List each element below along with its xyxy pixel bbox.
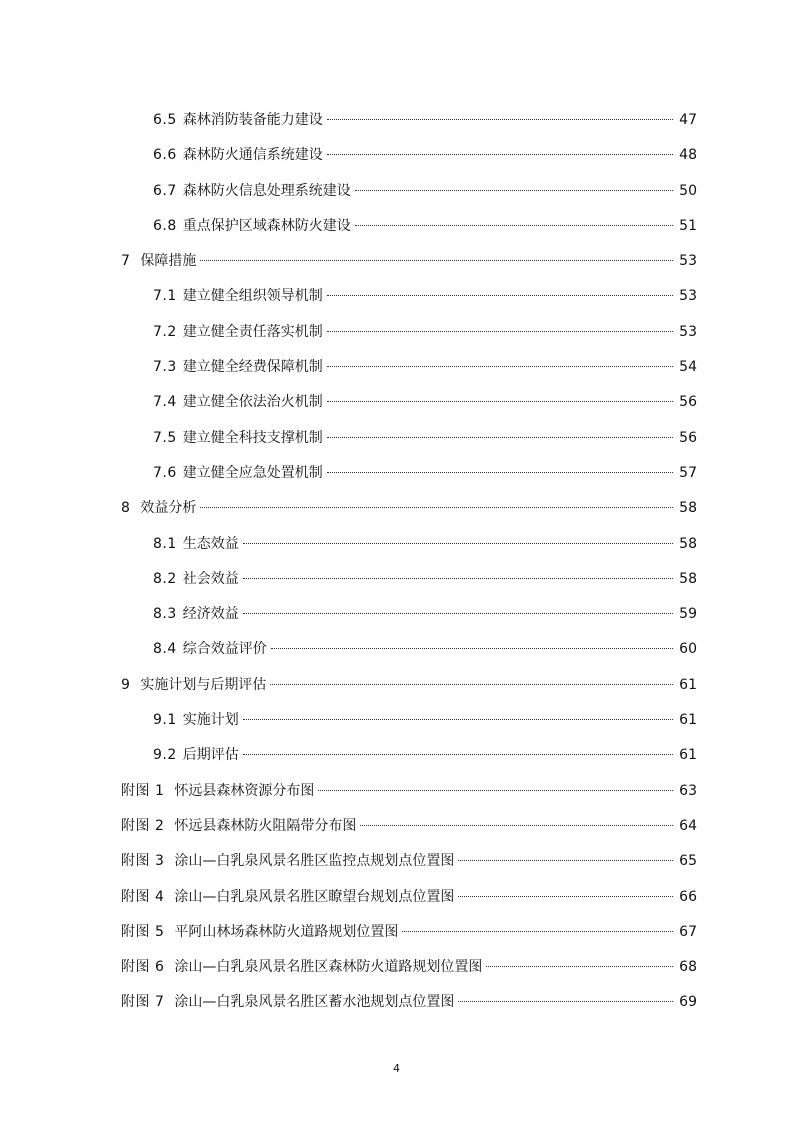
toc-entry-page: 67 bbox=[679, 923, 697, 940]
toc-entry-title: 经济效益 bbox=[182, 606, 239, 623]
toc-entry-title: 效益分析 bbox=[140, 500, 197, 517]
toc-entry-number: 附图 3 bbox=[121, 853, 165, 870]
toc-dot-leader bbox=[243, 719, 673, 720]
toc-entry-number: 9.2 bbox=[153, 747, 177, 764]
toc-entry-page: 63 bbox=[679, 782, 697, 799]
toc-entry-page: 51 bbox=[679, 217, 697, 234]
toc-entry[interactable] bbox=[121, 562, 697, 597]
toc-dot-leader bbox=[243, 754, 673, 755]
toc-entry-title: 保障措施 bbox=[140, 253, 197, 270]
toc-dot-leader bbox=[327, 154, 673, 155]
toc-entry-number: 9 bbox=[121, 676, 131, 693]
toc-entry[interactable] bbox=[121, 668, 697, 703]
toc-entry-page: 61 bbox=[679, 747, 697, 764]
toc-entry-page: 58 bbox=[679, 570, 697, 587]
toc-entry[interactable] bbox=[121, 985, 697, 1020]
toc-entry-title: 平阿山林场森林防火道路规划位置图 bbox=[174, 923, 399, 940]
toc-entry-number: 7.3 bbox=[153, 359, 177, 376]
toc-entry-page: 48 bbox=[679, 147, 697, 164]
toc-entry-title: 综合效益评价 bbox=[182, 641, 267, 658]
toc-entry-number: 7.5 bbox=[153, 429, 177, 446]
toc-entry-title: 后期评估 bbox=[182, 747, 239, 764]
toc-entry-page: 56 bbox=[679, 394, 697, 411]
toc-entry[interactable] bbox=[121, 491, 697, 526]
toc-entry[interactable] bbox=[121, 774, 697, 809]
toc-entry-page: 54 bbox=[679, 359, 697, 376]
toc-dot-leader bbox=[327, 472, 673, 473]
toc-dot-leader bbox=[270, 684, 673, 685]
toc-dot-leader bbox=[327, 119, 673, 120]
toc-dot-leader bbox=[200, 260, 673, 261]
toc-entry-number: 7 bbox=[121, 253, 131, 270]
toc-entry-page: 47 bbox=[679, 112, 697, 128]
toc-entry-page: 68 bbox=[679, 959, 697, 976]
toc-entry-page: 60 bbox=[679, 641, 697, 658]
toc-dot-leader bbox=[318, 790, 673, 791]
toc-entry-number: 7.1 bbox=[153, 288, 177, 305]
toc-dot-leader bbox=[458, 896, 673, 897]
toc-dot-leader bbox=[327, 401, 673, 402]
toc-entry-title: 实施计划与后期评估 bbox=[140, 676, 267, 693]
toc-entry-title: 涂山—白乳泉风景名胜区瞭望台规划点位置图 bbox=[174, 888, 455, 905]
toc-entry-title: 涂山—白乳泉风景名胜区森林防火道路规划位置图 bbox=[174, 959, 483, 976]
toc-entry[interactable] bbox=[121, 138, 697, 173]
toc-dot-leader bbox=[327, 366, 673, 367]
toc-entry-number: 附图 4 bbox=[121, 888, 165, 905]
toc-dot-leader bbox=[486, 966, 673, 967]
toc-dot-leader bbox=[327, 295, 673, 296]
toc-entry-number: 附图 5 bbox=[121, 923, 165, 940]
toc-entry-title: 森林消防装备能力建设 bbox=[182, 112, 323, 128]
toc-entry-number: 8.2 bbox=[153, 570, 177, 587]
toc-entry-title: 怀远县森林防火阻隔带分布图 bbox=[174, 817, 357, 834]
toc-entry-page: 53 bbox=[679, 288, 697, 305]
toc-entry[interactable] bbox=[121, 350, 697, 385]
toc-entry-number: 7.6 bbox=[153, 464, 177, 481]
toc-entry-title: 建立健全责任落实机制 bbox=[182, 323, 323, 340]
toc-entry-number: 6.6 bbox=[153, 147, 177, 164]
toc-entry[interactable] bbox=[121, 915, 697, 950]
toc-entry[interactable] bbox=[121, 632, 697, 667]
toc-entry-title: 怀远县森林资源分布图 bbox=[174, 782, 315, 799]
toc-entry-title: 重点保护区域森林防火建设 bbox=[182, 217, 351, 234]
toc-dot-leader bbox=[327, 331, 673, 332]
toc-dot-leader bbox=[243, 543, 673, 544]
toc-entry-title: 建立健全科技支撑机制 bbox=[182, 429, 323, 446]
toc-dot-leader bbox=[402, 931, 673, 932]
toc-entry-page: 53 bbox=[679, 253, 697, 270]
toc-entry-title: 实施计划 bbox=[182, 712, 239, 729]
toc-entry-page: 61 bbox=[679, 712, 697, 729]
toc-dot-leader bbox=[360, 825, 673, 826]
toc-entry[interactable] bbox=[121, 315, 697, 350]
toc-entry-title: 涂山—白乳泉风景名胜区蓄水池规划点位置图 bbox=[174, 994, 455, 1011]
toc-dot-leader bbox=[243, 578, 673, 579]
toc-entry[interactable] bbox=[121, 174, 697, 209]
toc-entry-title: 生态效益 bbox=[182, 535, 239, 552]
toc-entry-title: 建立健全经费保障机制 bbox=[182, 359, 323, 376]
toc-entry-page: 57 bbox=[679, 464, 697, 481]
toc-entry[interactable] bbox=[121, 385, 697, 420]
toc-entry[interactable] bbox=[121, 279, 697, 314]
toc-dot-leader bbox=[327, 437, 673, 438]
toc-entry-number: 6.7 bbox=[153, 182, 177, 199]
toc-entry-number: 附图 7 bbox=[121, 994, 165, 1011]
toc-entry-page: 66 bbox=[679, 888, 697, 905]
toc-entry[interactable] bbox=[121, 844, 697, 879]
toc-entry[interactable] bbox=[121, 703, 697, 738]
toc-entry-page: 53 bbox=[679, 323, 697, 340]
toc-entry-title: 涂山—白乳泉风景名胜区监控点规划点位置图 bbox=[174, 853, 455, 870]
toc-entry-title: 建立健全组织领导机制 bbox=[182, 288, 323, 305]
toc-entry-number: 6.5 bbox=[153, 112, 177, 128]
toc-entry[interactable] bbox=[121, 244, 697, 279]
toc-entry-number: 8.3 bbox=[153, 606, 177, 623]
toc-entry[interactable] bbox=[121, 209, 697, 244]
toc-dot-leader bbox=[200, 507, 673, 508]
toc-dot-leader bbox=[355, 190, 673, 191]
toc-entry-page: 56 bbox=[679, 429, 697, 446]
toc-entry[interactable] bbox=[121, 527, 697, 562]
toc-entry-title: 社会效益 bbox=[182, 570, 239, 587]
toc-entry-page: 58 bbox=[679, 535, 697, 552]
toc-entry-title: 建立健全依法治火机制 bbox=[182, 394, 323, 411]
toc-entry[interactable] bbox=[121, 880, 697, 915]
toc-entry[interactable] bbox=[121, 950, 697, 985]
toc-dot-leader bbox=[355, 225, 673, 226]
page-number: 4 bbox=[393, 1062, 400, 1075]
toc-entry-number: 8.4 bbox=[153, 641, 177, 658]
toc-entry[interactable] bbox=[121, 103, 697, 138]
toc-entry-title: 建立健全应急处置机制 bbox=[182, 464, 323, 481]
toc-entry-number: 附图 2 bbox=[121, 817, 165, 834]
toc-entry-number: 附图 1 bbox=[121, 782, 165, 799]
toc-entry-number: 8.1 bbox=[153, 535, 177, 552]
toc-entry-title: 森林防火信息处理系统建设 bbox=[182, 182, 351, 199]
toc-entry[interactable] bbox=[121, 809, 697, 844]
toc-entry-page: 61 bbox=[679, 676, 697, 693]
toc-entry-page: 50 bbox=[679, 182, 697, 199]
toc-entry[interactable] bbox=[121, 421, 697, 456]
toc-dot-leader bbox=[271, 648, 673, 649]
toc-entry-number: 7.4 bbox=[153, 394, 177, 411]
toc-entry-title: 森林防火通信系统建设 bbox=[182, 147, 323, 164]
toc-entry-page: 69 bbox=[679, 994, 697, 1011]
toc-entry[interactable] bbox=[121, 738, 697, 773]
toc-entry-number: 附图 6 bbox=[121, 959, 165, 976]
toc-dot-leader bbox=[458, 1001, 673, 1002]
table-of-contents bbox=[121, 103, 697, 1021]
toc-entry-number: 6.8 bbox=[153, 217, 177, 234]
toc-entry-number: 8 bbox=[121, 500, 131, 517]
toc-entry[interactable] bbox=[121, 597, 697, 632]
toc-entry-number: 9.1 bbox=[153, 712, 177, 729]
toc-entry-page: 65 bbox=[679, 853, 697, 870]
toc-entry-number: 7.2 bbox=[153, 323, 177, 340]
toc-entry-page: 59 bbox=[679, 606, 697, 623]
toc-entry-page: 64 bbox=[679, 817, 697, 834]
toc-entry[interactable] bbox=[121, 456, 697, 491]
toc-entry-page: 58 bbox=[679, 500, 697, 517]
toc-dot-leader bbox=[458, 860, 673, 861]
toc-dot-leader bbox=[243, 613, 673, 614]
